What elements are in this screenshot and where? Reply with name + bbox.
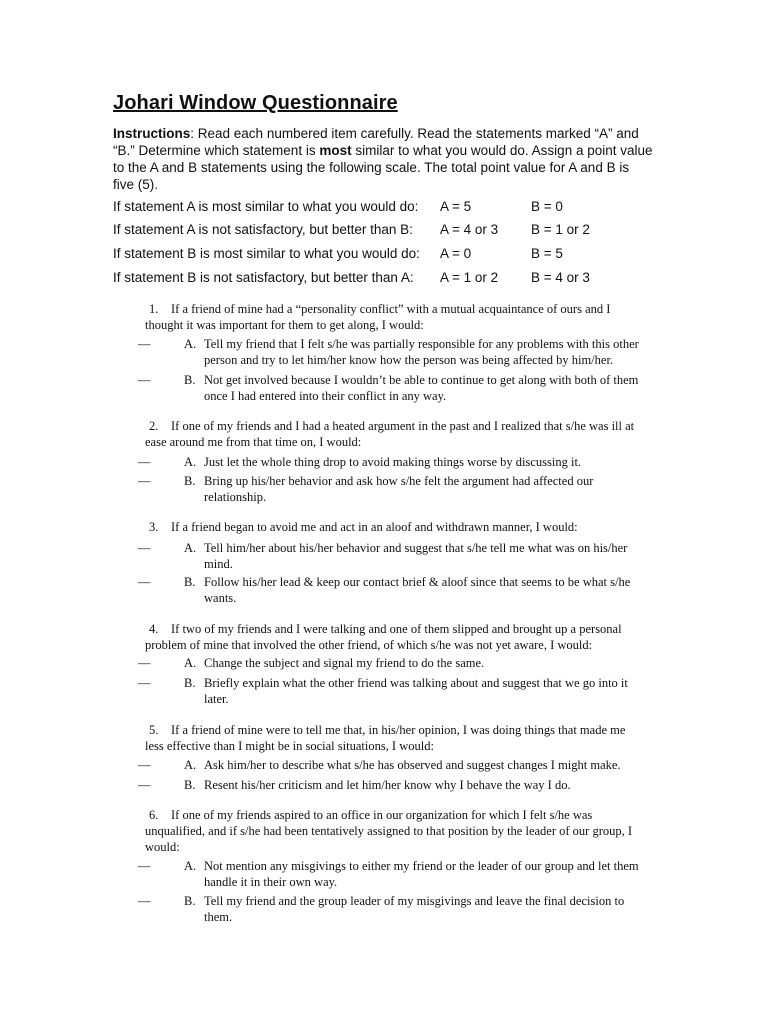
option-text: Resent his/her criticism and let him/her know why I behave the way I do. (204, 778, 571, 792)
option-letter: A. (184, 337, 197, 351)
answer-blank[interactable]: — (138, 778, 151, 792)
question-6 (145, 807, 645, 855)
option-letter: A. (184, 758, 197, 772)
question-text: If a friend began to avoid me and act in an aloof and withdrawn manner, I would: (171, 520, 578, 534)
scale-b-value: B = 1 or 2 (531, 222, 590, 237)
question-text: If a friend of mine had a “personality conflict” with a mutual acquaintance of ours and I thought it was important for them to get along, I would: (145, 302, 611, 332)
instructions-label: Instructions (113, 126, 191, 141)
answer-blank[interactable]: — (138, 859, 151, 873)
scale-b-value: B = 5 (531, 246, 563, 261)
answer-blank[interactable]: — (138, 656, 151, 670)
option-letter: A. (184, 455, 197, 469)
option-text: Tell my friend that I felt s/he was partially responsible for any problems with this other person and try to let him/her know how the person was being affected by him/her. (204, 337, 639, 367)
scale-a-value: A = 4 or 3 (440, 222, 499, 237)
option-letter: A. (184, 859, 197, 873)
option-text: Change the subject and signal my friend to do the same. (204, 656, 485, 670)
scale-condition: If statement B is not satisfactory, but better than A: (113, 270, 414, 285)
option-text: Tell him/her about his/her behavior and suggest that s/he tell me what was on his/her mind. (204, 541, 628, 571)
option-text: Not mention any misgivings to either my friend or the leader of our group and let them handle it in their own way. (204, 859, 639, 889)
option-text: Just let the whole thing drop to avoid making things worse by discussing it. (204, 455, 582, 469)
question-2 (145, 418, 645, 450)
question-text: If a friend of mine were to tell me that, in his/her opinion, I was doing things that made me less effective than I might be in social situations, I would: (145, 723, 626, 753)
option-text: Bring up his/her behavior and ask how s/he felt the argument had affected our relationship. (204, 474, 594, 504)
question-number: 5. (149, 723, 159, 737)
instructions-text-1: : Read each numbered item carefully. Read the statements marked “A” and “B.” Determine which statement is (113, 126, 639, 158)
instructions-text-2: similar to what you would do. Assign a point value to the A and B statements using the following scale. The total point value for A and B is five (5). (113, 143, 653, 192)
instructions (113, 125, 653, 193)
question-text: If one of my friends aspired to an office in our organization for which I felt s/he was unqualified, and if s/he had been tentatively assigned to that position by the leader of our group, I would: (145, 808, 633, 854)
answer-blank[interactable]: — (138, 676, 151, 690)
question-text: If two of my friends and I were talking and one of them slipped and brought up a personal problem of mine that involved the other friend, of which s/he was not yet aware, I would: (145, 622, 622, 652)
option-text: Not get involved because I wouldn’t be able to continue to get along with both of them once I had entered into their conflict in any way. (204, 373, 639, 403)
scale-a-value: A = 1 or 2 (440, 270, 499, 285)
question-number: 6. (149, 808, 159, 822)
answer-blank[interactable]: — (138, 575, 151, 589)
scale-a-value: A = 0 (440, 246, 472, 261)
question-number: 2. (149, 419, 159, 433)
question-number: 4. (149, 622, 159, 636)
scale-condition: If statement A is not satisfactory, but better than B: (113, 222, 413, 237)
option-text: Tell my friend and the group leader of my misgivings and leave the final decision to them. (204, 894, 625, 924)
page-title: Johari Window Questionnaire (113, 92, 398, 114)
option-text: Ask him/her to describe what s/he has observed and suggest changes I might make. (204, 758, 621, 772)
scale-condition: If statement A is most similar to what you would do: (113, 199, 419, 214)
option-letter: A. (184, 541, 197, 555)
question-5 (145, 722, 645, 754)
option-letter: B. (184, 778, 196, 792)
question-3 (145, 519, 645, 535)
answer-blank[interactable]: — (138, 455, 151, 469)
option-letter: B. (184, 575, 196, 589)
scale-b-value: B = 4 or 3 (531, 270, 590, 285)
scale-b-value: B = 0 (531, 199, 563, 214)
option-text: Follow his/her lead & keep our contact brief & aloof since that seems to be what s/he wants. (204, 575, 631, 605)
answer-blank[interactable]: — (138, 474, 151, 488)
answer-blank[interactable]: — (138, 894, 151, 908)
question-1 (145, 301, 645, 333)
option-text: Briefly explain what the other friend was talking about and suggest that we go into it later. (204, 676, 628, 706)
question-4 (145, 621, 645, 653)
option-letter: B. (184, 894, 196, 908)
answer-blank[interactable]: — (138, 541, 151, 555)
scale-a-value: A = 5 (440, 199, 472, 214)
answer-blank[interactable]: — (138, 337, 151, 351)
question-text: If one of my friends and I had a heated argument in the past and I realized that s/he was ill at ease around me from that time on, I would: (145, 419, 635, 449)
question-number: 3. (149, 520, 159, 534)
option-letter: B. (184, 474, 196, 488)
question-number: 1. (149, 302, 159, 316)
answer-blank[interactable]: — (138, 758, 151, 772)
answer-blank[interactable]: — (138, 373, 151, 387)
instructions-emphasis: most (319, 143, 352, 158)
option-letter: B. (184, 373, 196, 387)
option-letter: B. (184, 676, 196, 690)
scale-condition: If statement B is most similar to what you would do: (113, 246, 420, 261)
option-letter: A. (184, 656, 197, 670)
